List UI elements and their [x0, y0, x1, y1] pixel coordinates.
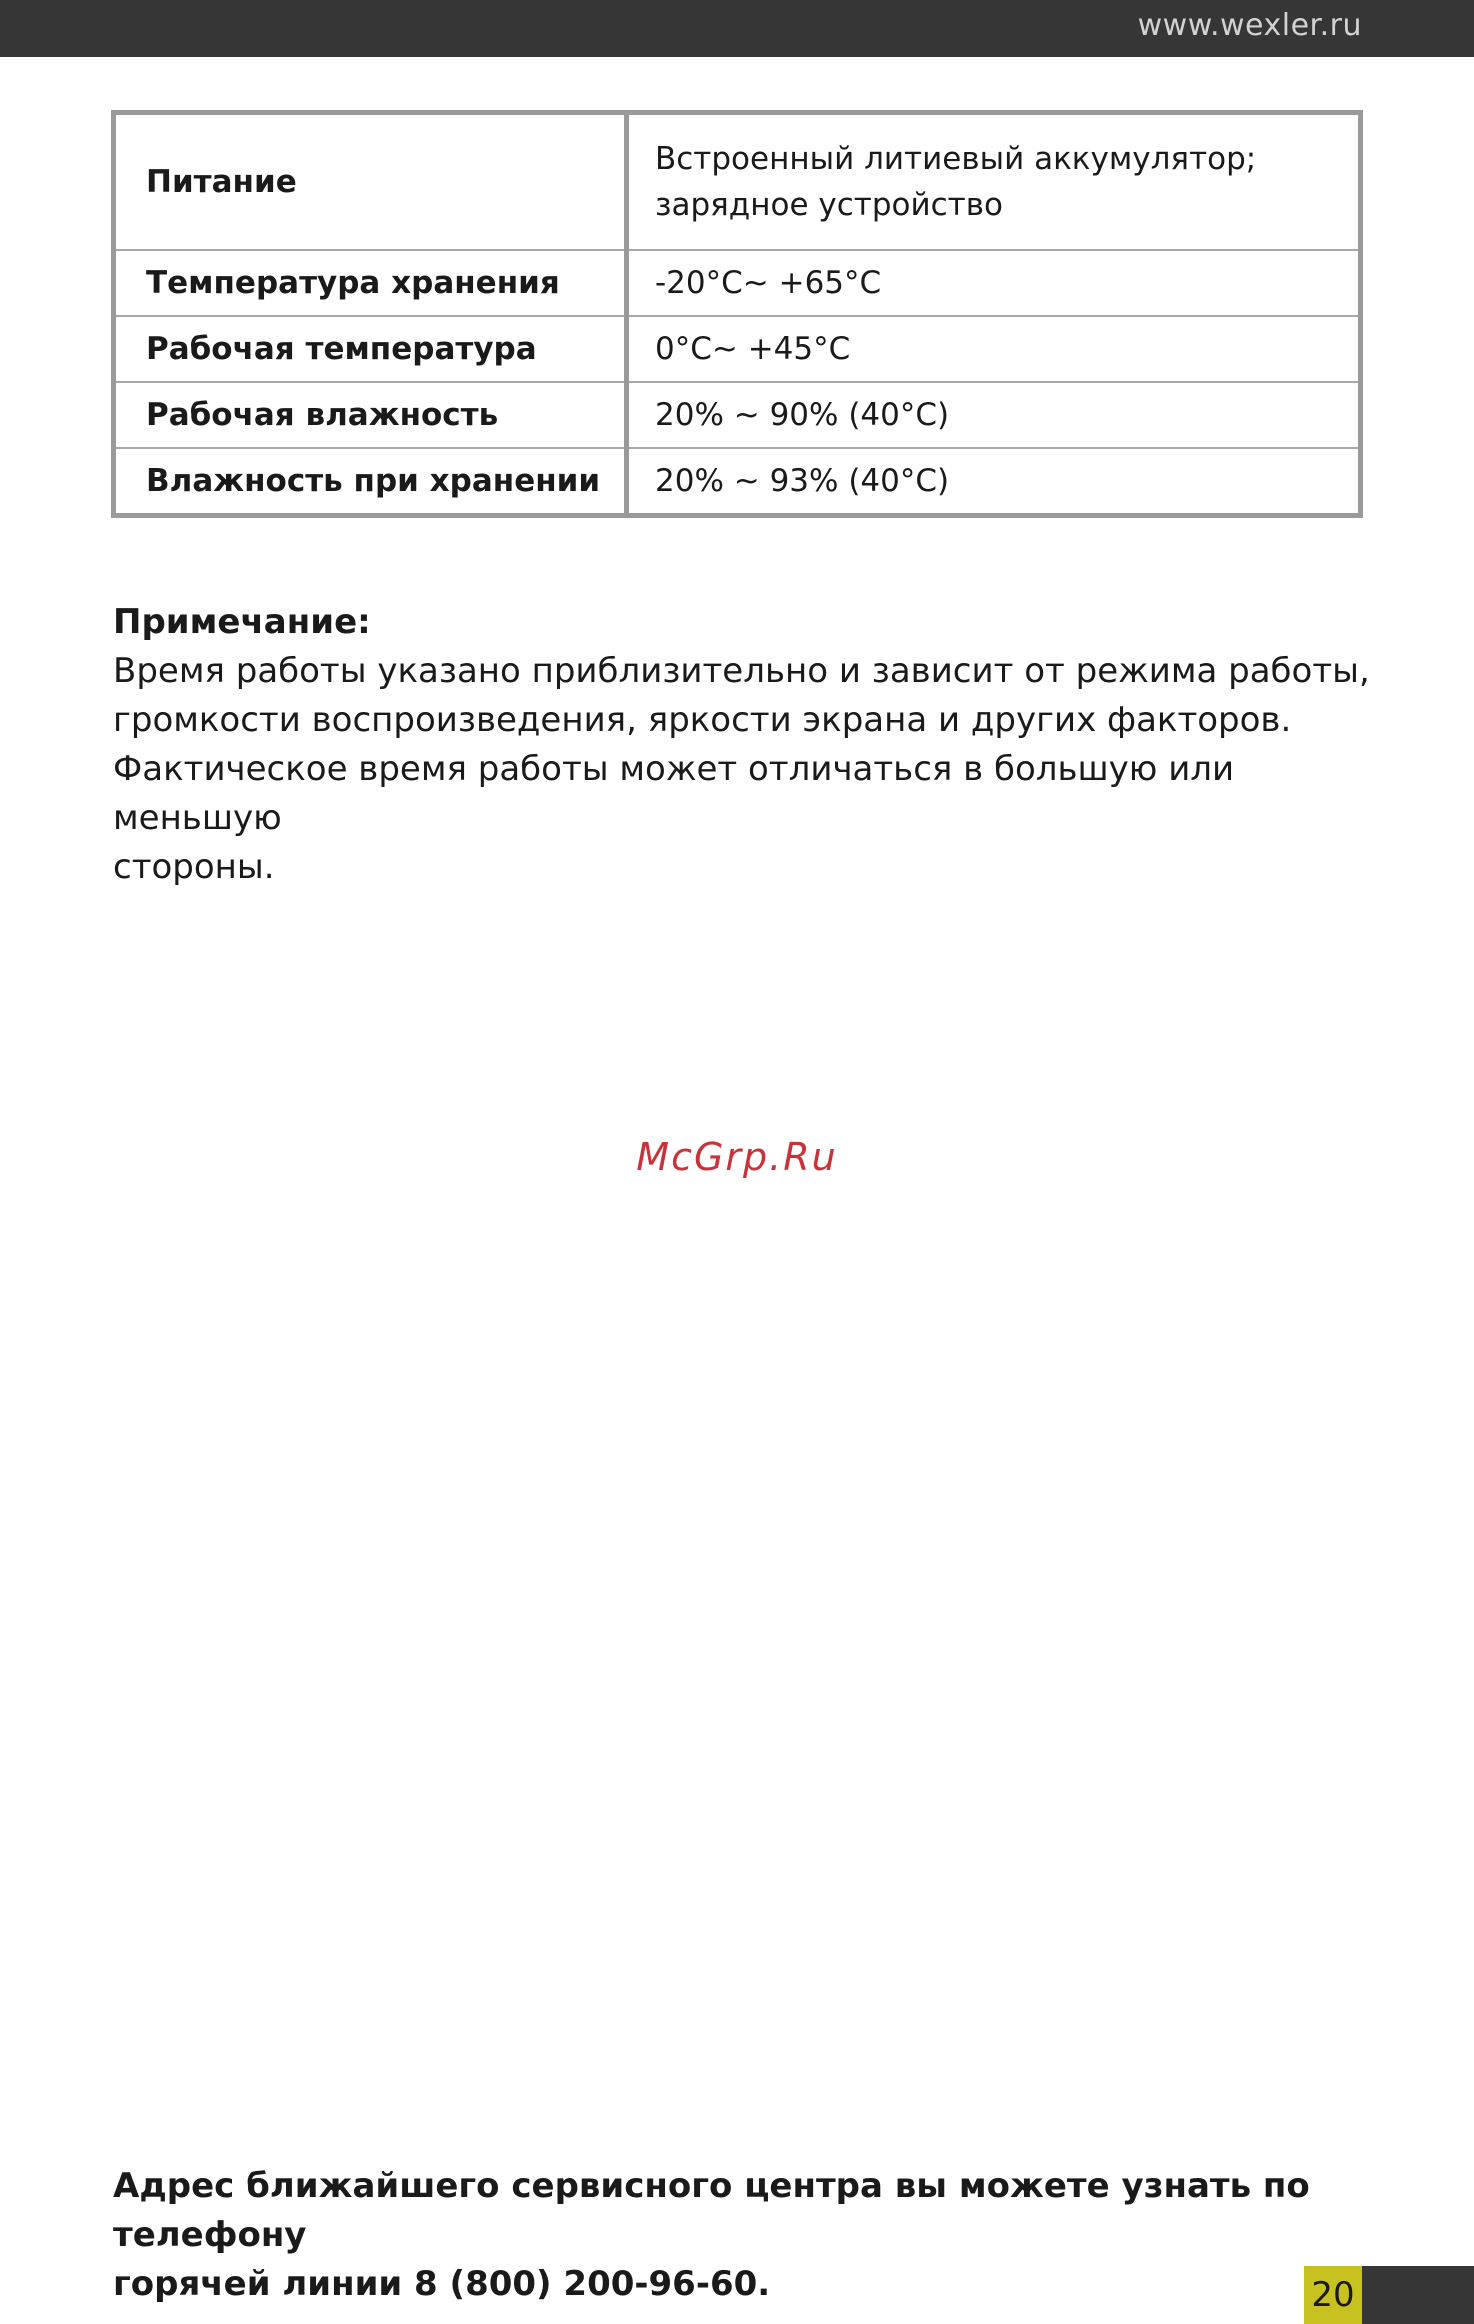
note-line: Время работы указано приблизительно и зависит от режима работы,	[113, 651, 1370, 691]
table-row	[114, 448, 1361, 516]
spec-value: 0°C~ +45°C	[627, 316, 1361, 382]
note-block	[113, 598, 1373, 892]
spec-value-line: зарядное устройство	[655, 187, 1003, 223]
watermark: McGrp.Ru	[636, 1135, 838, 1179]
spec-value	[627, 113, 1361, 251]
spec-value-line: Встроенный литиевый аккумулятор;	[655, 141, 1257, 177]
spec-label: Рабочая влажность	[114, 382, 627, 448]
header-bar	[0, 0, 1474, 57]
spec-value: 20% ~ 93% (40°C)	[627, 448, 1361, 516]
footer-line: Адрес ближайшего сервисного центра вы можете узнать по телефону	[113, 2166, 1310, 2255]
spec-value: 20% ~ 90% (40°C)	[627, 382, 1361, 448]
table-row	[114, 113, 1361, 251]
service-center-note	[113, 2162, 1363, 2309]
spec-label: Питание	[114, 113, 627, 251]
note-title: Примечание:	[113, 602, 371, 642]
spec-value: -20°C~ +65°C	[627, 250, 1361, 316]
site-url: www.wexler.ru	[1137, 8, 1362, 43]
footer-line: горячей линии 8 (800) 200-96-60.	[113, 2264, 771, 2304]
spec-table	[111, 110, 1363, 518]
page-number: 20	[1304, 2266, 1362, 2324]
footer-bar	[1362, 2266, 1474, 2324]
spec-label: Влажность при хранении	[114, 448, 627, 516]
spec-label: Температура хранения	[114, 250, 627, 316]
table-row	[114, 382, 1361, 448]
note-line: стороны.	[113, 847, 275, 887]
table-row	[114, 316, 1361, 382]
spec-label: Рабочая температура	[114, 316, 627, 382]
table-row	[114, 250, 1361, 316]
note-line: громкости воспроизведения, яркости экрана и других факторов.	[113, 700, 1292, 740]
note-line: Фактическое время работы может отличаться в большую или меньшую	[113, 749, 1235, 838]
